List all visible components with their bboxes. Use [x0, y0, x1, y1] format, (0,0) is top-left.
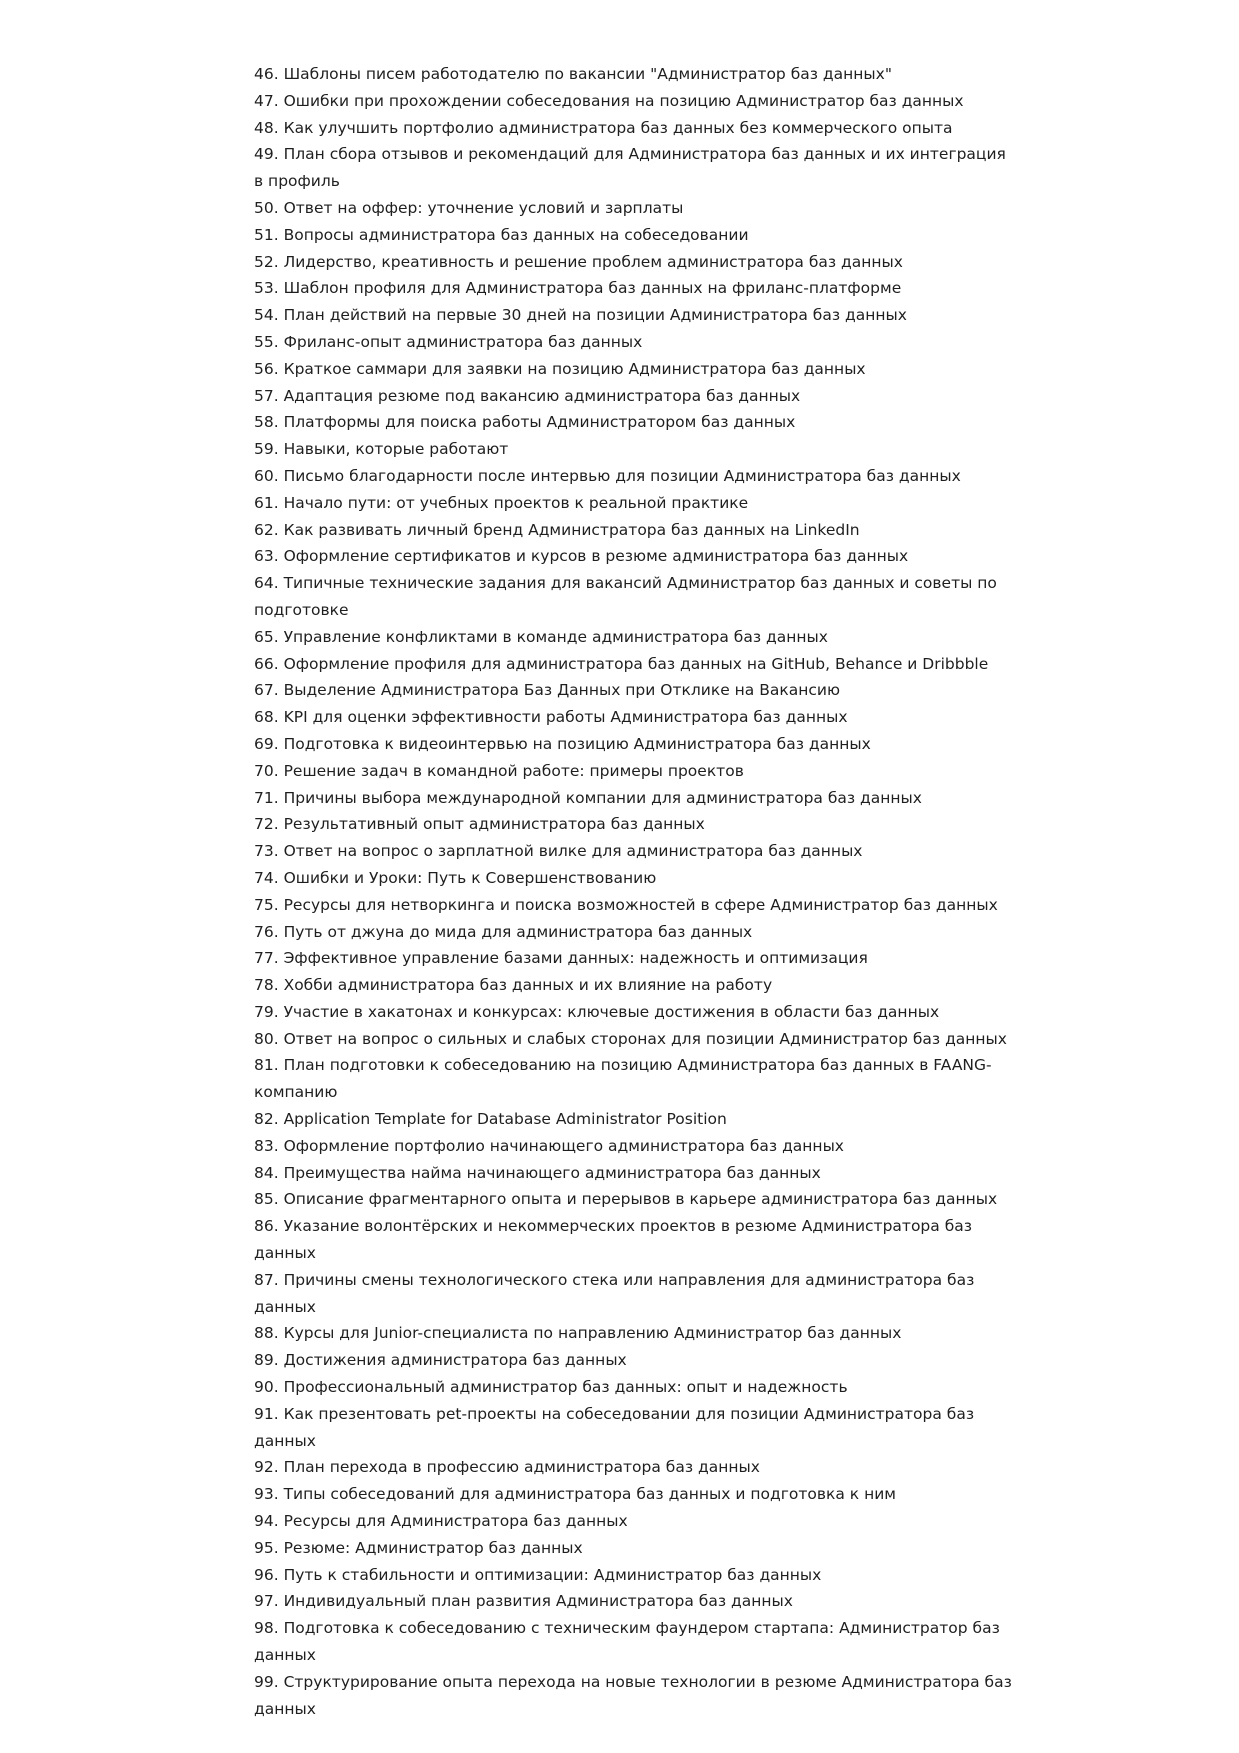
- list-item: 84. Преимущества найма начинающего администратора баз данных: [254, 1163, 821, 1182]
- list-item: 75. Ресурсы для нетворкинга и поиска возможностей в сфере Администратор баз данных: [254, 895, 998, 914]
- list-item: 96. Путь к стабильности и оптимизации: Администратор баз данных: [254, 1565, 822, 1584]
- list-item: 49. План сбора отзывов и рекомендаций для Администратора баз данных и их интеграция в профиль: [254, 145, 1006, 191]
- list-item: 56. Краткое саммари для заявки на позицию Администратора баз данных: [254, 359, 866, 378]
- list-item: 48. Как улучшить портфолио администратора баз данных без коммерческого опыта: [254, 118, 953, 137]
- list-item: 61. Начало пути: от учебных проектов к реальной практике: [254, 493, 749, 512]
- document-page: [254, 61, 1014, 1722]
- list-item: 88. Курсы для Junior-специалиста по направлению Администратор баз данных: [254, 1324, 902, 1343]
- list-item: 89. Достижения администратора баз данных: [254, 1351, 627, 1370]
- list-item: 90. Профессиональный администратор баз данных: опыт и надежность: [254, 1378, 848, 1397]
- list-item: 85. Описание фрагментарного опыта и перерывов в карьере администратора баз данных: [254, 1190, 998, 1209]
- list-item: 63. Оформление сертификатов и курсов в резюме администратора баз данных: [254, 547, 909, 566]
- list-item: 97. Индивидуальный план развития Администратора баз данных: [254, 1592, 793, 1611]
- list-item: 65. Управление конфликтами в команде администратора баз данных: [254, 627, 828, 646]
- list-item: 72. Результативный опыт администратора баз данных: [254, 815, 705, 834]
- list-item: 47. Ошибки при прохождении собеседования на позицию Администратор баз данных: [254, 91, 964, 110]
- list-item: 91. Как презентовать pet-проекты на собеседовании для позиции Администратора баз данных: [254, 1404, 975, 1450]
- list-item: 69. Подготовка к видеоинтервью на позицию Администратора баз данных: [254, 734, 871, 753]
- list-item: 71. Причины выбора международной компании для администратора баз данных: [254, 788, 922, 807]
- list-item: 99. Структурирование опыта перехода на новые технологии в резюме Администратора баз данных: [254, 1672, 1012, 1718]
- list-item: 87. Причины смены технологического стека или направления для администратора баз данных: [254, 1270, 975, 1316]
- list-item: 51. Вопросы администратора баз данных на собеседовании: [254, 225, 749, 244]
- list-item: 78. Хобби администратора баз данных и их влияние на работу: [254, 976, 773, 995]
- list-item: 53. Шаблон профиля для Администратора баз данных на фриланс-платформе: [254, 279, 902, 298]
- list-item: 76. Путь от джуна до мида для администратора баз данных: [254, 922, 753, 941]
- list-item: 60. Письмо благодарности после интервью для позиции Администратора баз данных: [254, 466, 961, 485]
- list-item: 58. Платформы для поиска работы Администратором баз данных: [254, 413, 796, 432]
- article-list: [254, 61, 1014, 1722]
- list-item: 57. Адаптация резюме под вакансию администратора баз данных: [254, 386, 801, 405]
- list-item: 52. Лидерство, креативность и решение проблем администратора баз данных: [254, 252, 903, 271]
- list-item: 50. Ответ на оффер: уточнение условий и зарплаты: [254, 198, 684, 217]
- list-item: 54. План действий на первые 30 дней на позиции Администратора баз данных: [254, 306, 907, 325]
- list-item: 55. Фриланс-опыт администратора баз данных: [254, 332, 643, 351]
- list-item: 92. План перехода в профессию администратора баз данных: [254, 1458, 760, 1477]
- list-item: 67. Выделение Администратора Баз Данных при Отклике на Вакансию: [254, 681, 840, 700]
- list-item: 46. Шаблоны писем работодателю по вакансии "Администратор баз данных": [254, 65, 892, 83]
- list-item: 81. План подготовки к собеседованию на позицию Администратора баз данных в FAANG-компанию: [254, 1056, 992, 1102]
- list-item: 64. Типичные технические задания для вакансий Администратор баз данных и советы по подготовке: [254, 574, 997, 619]
- list-item: 62. Как развивать личный бренд Администратора баз данных на LinkedIn: [254, 520, 860, 539]
- list-item: 82. Application Template for Database Administrator Position: [254, 1110, 727, 1129]
- list-item: 59. Навыки, которые работают: [254, 440, 509, 459]
- list-item: 74. Ошибки и Уроки: Путь к Совершенствованию: [254, 868, 657, 887]
- list-item: 79. Участие в хакатонах и конкурсах: ключевые достижения в области баз данных: [254, 1002, 940, 1021]
- list-item: 94. Ресурсы для Администратора баз данных: [254, 1512, 628, 1531]
- list-item: 70. Решение задач в командной работе: примеры проектов: [254, 761, 744, 780]
- list-item: 83. Оформление портфолио начинающего администратора баз данных: [254, 1136, 844, 1155]
- list-item: 68. KPI для оценки эффективности работы Администратора баз данных: [254, 708, 848, 727]
- list-item: 73. Ответ на вопрос о зарплатной вилке для администратора баз данных: [254, 842, 863, 861]
- list-item: 86. Указание волонтёрских и некоммерческих проектов в резюме Администратора баз данных: [254, 1217, 972, 1263]
- list-item: 80. Ответ на вопрос о сильных и слабых сторонах для позиции Администратор баз данных: [254, 1029, 1007, 1048]
- list-item: 93. Типы собеседований для администратора баз данных и подготовка к ним: [254, 1485, 896, 1504]
- list-item: 66. Оформление профиля для администратора баз данных на GitHub, Behance и Dribbble: [254, 654, 989, 673]
- list-item: 77. Эффективное управление базами данных: надежность и оптимизация: [254, 949, 868, 968]
- list-item: 95. Резюме: Администратор баз данных: [254, 1538, 583, 1557]
- list-item: 98. Подготовка к собеседованию с техническим фаундером стартапа: Администратор баз данных: [254, 1619, 1000, 1665]
